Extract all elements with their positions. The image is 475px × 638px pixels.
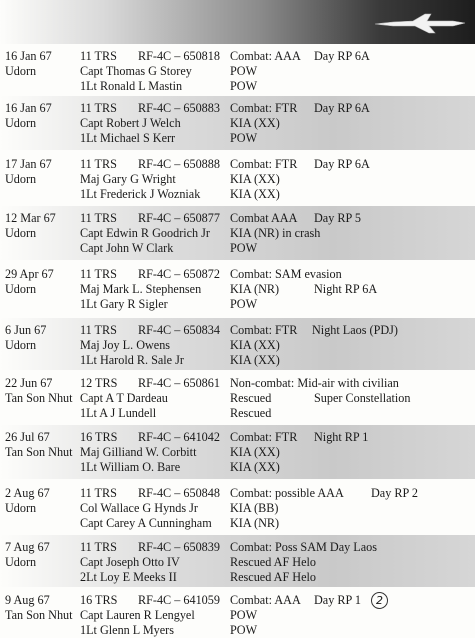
mission-detail: Night RP 6A xyxy=(314,282,378,296)
crew-fate: Rescued AF Helo xyxy=(230,570,316,584)
loss-date: 29 Apr 67 xyxy=(5,267,54,281)
loss-entry xyxy=(0,152,475,202)
aircraft-serial: RF-4C – 650861 xyxy=(138,376,220,390)
aircraft-serial: RF-4C – 650839 xyxy=(138,540,220,554)
crew-member: 2Lt Loy E Meeks II xyxy=(80,570,177,584)
crew-fate: KIA (XX) xyxy=(230,172,280,186)
loss-entry xyxy=(0,481,475,533)
loss-circumstance: Non-combat: Mid-air with civilian xyxy=(230,376,399,390)
aircraft-serial: RF-4C – 650834 xyxy=(138,323,220,337)
loss-entry xyxy=(0,44,475,94)
squadron: 16 TRS xyxy=(80,593,118,607)
squadron: 11 TRS xyxy=(80,211,117,225)
crew-fate: Rescued xyxy=(230,391,272,405)
mission-detail: Day RP 1 xyxy=(314,593,361,607)
loss-circumstance: Combat: FTR xyxy=(230,101,298,115)
crew-fate: POW xyxy=(230,297,258,311)
crew-fate: KIA (XX) xyxy=(230,353,280,367)
crew-member: Capt Edwin R Goodrich Jr xyxy=(80,226,210,240)
loss-entry xyxy=(0,318,475,370)
squadron: 11 TRS xyxy=(80,157,117,171)
jet-aircraft-icon xyxy=(373,10,469,36)
crew-member: Capt Carey A Cunningham xyxy=(80,516,212,530)
crew-fate: POW xyxy=(230,623,258,637)
home-base: Tan Son Nhut xyxy=(5,391,73,405)
crew-member: Capt Thomas G Storey xyxy=(80,64,192,78)
loss-date: 16 Jan 67 xyxy=(5,49,52,63)
aircraft-serial: RF-4C – 650888 xyxy=(138,157,220,171)
home-base: Udorn xyxy=(5,555,37,569)
page-number: 2 xyxy=(371,592,388,609)
loss-date: 9 Aug 67 xyxy=(5,593,50,607)
crew-fate: POW xyxy=(230,131,258,145)
crew-fate: POW xyxy=(230,241,258,255)
home-base: Udorn xyxy=(5,501,37,515)
squadron: 16 TRS xyxy=(80,430,118,444)
crew-fate: KIA (XX) xyxy=(230,445,280,459)
loss-circumstance: Combat: possible AAA xyxy=(230,486,344,500)
crew-member: Capt John W Clark xyxy=(80,241,174,255)
crew-fate: KIA (NR) xyxy=(230,282,280,296)
squadron: 11 TRS xyxy=(80,101,117,115)
loss-circumstance: Combat: Poss SAM Day Laos xyxy=(230,540,377,554)
crew-fate: POW xyxy=(230,64,258,78)
crew-member: 1Lt Harold R. Sale Jr xyxy=(80,353,184,367)
squadron: 11 TRS xyxy=(80,49,117,63)
home-base: Udorn xyxy=(5,116,37,130)
crew-member: Capt Joseph Otto IV xyxy=(80,555,180,569)
aircraft-serial: RF-4C – 641059 xyxy=(138,593,220,607)
loss-date: 26 Jul 67 xyxy=(5,430,50,444)
loss-date: 17 Jan 67 xyxy=(5,157,52,171)
mission-detail: Day RP 5 xyxy=(314,211,361,225)
crew-member: Maj Joy L. Owens xyxy=(80,338,171,352)
crew-member: 1Lt Gary R Sigler xyxy=(80,297,168,311)
loss-date: 2 Aug 67 xyxy=(5,486,50,500)
crew-fate: Rescued AF Helo xyxy=(230,555,316,569)
mission-detail: Day RP 6A xyxy=(314,49,370,63)
home-base: Udorn xyxy=(5,282,37,296)
squadron: 12 TRS xyxy=(80,376,118,390)
crew-fate: KIA (NR) xyxy=(230,516,280,530)
crew-member: Capt A T Dardeau xyxy=(80,391,168,405)
home-base: Udorn xyxy=(5,226,37,240)
aircraft-serial: RF-4C – 650818 xyxy=(138,49,220,63)
squadron: 11 TRS xyxy=(80,323,117,337)
loss-entry xyxy=(0,371,475,423)
squadron: 11 TRS xyxy=(80,267,117,281)
crew-member: 1Lt Michael S Kerr xyxy=(80,131,176,145)
mission-detail: Night Laos (PDJ) xyxy=(312,323,398,337)
aircraft-serial: RF-4C – 650883 xyxy=(138,101,220,115)
home-base: Tan Son Nhut xyxy=(5,608,73,622)
loss-circumstance: Combat: AAA xyxy=(230,49,301,63)
crew-member: Maj Mark L. Stephensen xyxy=(80,282,202,296)
squadron: 11 TRS xyxy=(80,486,117,500)
crew-fate: POW xyxy=(230,79,258,93)
loss-entry xyxy=(0,96,475,150)
crew-member: 1Lt A J Lundell xyxy=(80,406,157,420)
loss-entry xyxy=(0,262,475,316)
loss-entry xyxy=(0,588,475,637)
mission-detail: Super Constellation xyxy=(314,391,411,405)
header-banner xyxy=(0,0,475,44)
home-base: Udorn xyxy=(5,338,37,352)
loss-date: 16 Jan 67 xyxy=(5,101,52,115)
loss-date: 7 Aug 67 xyxy=(5,540,50,554)
crew-member: 1Lt Frederick J Wozniak xyxy=(80,187,201,201)
crew-member: 1Lt William O. Bare xyxy=(80,460,181,474)
mission-detail: Night RP 1 xyxy=(314,430,369,444)
home-base: Tan Son Nhut xyxy=(5,445,73,459)
loss-date: 12 Mar 67 xyxy=(5,211,56,225)
loss-circumstance: Combat: FTR xyxy=(230,157,298,171)
mission-detail: Day RP 2 xyxy=(371,486,418,500)
crew-fate: KIA (NR) in crash xyxy=(230,226,321,240)
crew-member: Capt Robert J Welch xyxy=(80,116,181,130)
crew-fate: KIA (XX) xyxy=(230,460,280,474)
loss-circumstance: Combat: AAA xyxy=(230,593,301,607)
loss-date: 22 Jun 67 xyxy=(5,376,53,390)
crew-fate: KIA (XX) xyxy=(230,338,280,352)
loss-circumstance: Combat: FTR xyxy=(230,430,298,444)
home-base: Udorn xyxy=(5,64,37,78)
crew-fate: POW xyxy=(230,608,258,622)
loss-date: 6 Jun 67 xyxy=(5,323,47,337)
home-base: Udorn xyxy=(5,172,37,186)
mission-detail: Day RP 6A xyxy=(314,101,370,115)
crew-member: Capt Lauren R Lengyel xyxy=(80,608,195,622)
crew-member: Maj Gary G Wright xyxy=(80,172,176,186)
crew-member: Maj Gilliand W. Corbitt xyxy=(80,445,197,459)
mission-detail: Day RP 6A xyxy=(314,157,370,171)
aircraft-serial: RF-4C – 650848 xyxy=(138,486,220,500)
crew-fate: Rescued xyxy=(230,406,272,420)
loss-entry xyxy=(0,535,475,587)
crew-fate: KIA (XX) xyxy=(230,187,280,201)
aircraft-serial: RF-4C – 650877 xyxy=(138,211,220,225)
aircraft-serial: RF-4C – 641042 xyxy=(138,430,220,444)
loss-entry xyxy=(0,425,475,479)
crew-fate: KIA (BB) xyxy=(230,501,279,515)
loss-circumstance: Combat AAA xyxy=(230,211,298,225)
crew-member: 1Lt Ronald L Mastin xyxy=(80,79,183,93)
loss-entry xyxy=(0,206,475,260)
crew-member: 1Lt Glenn L Myers xyxy=(80,623,174,637)
loss-circumstance: Combat: FTR xyxy=(230,323,298,337)
crew-member: Col Wallace G Hynds Jr xyxy=(80,501,198,515)
loss-circumstance: Combat: SAM evasion xyxy=(230,267,342,281)
squadron: 11 TRS xyxy=(80,540,117,554)
crew-fate: KIA (XX) xyxy=(230,116,280,130)
aircraft-serial: RF-4C – 650872 xyxy=(138,267,220,281)
